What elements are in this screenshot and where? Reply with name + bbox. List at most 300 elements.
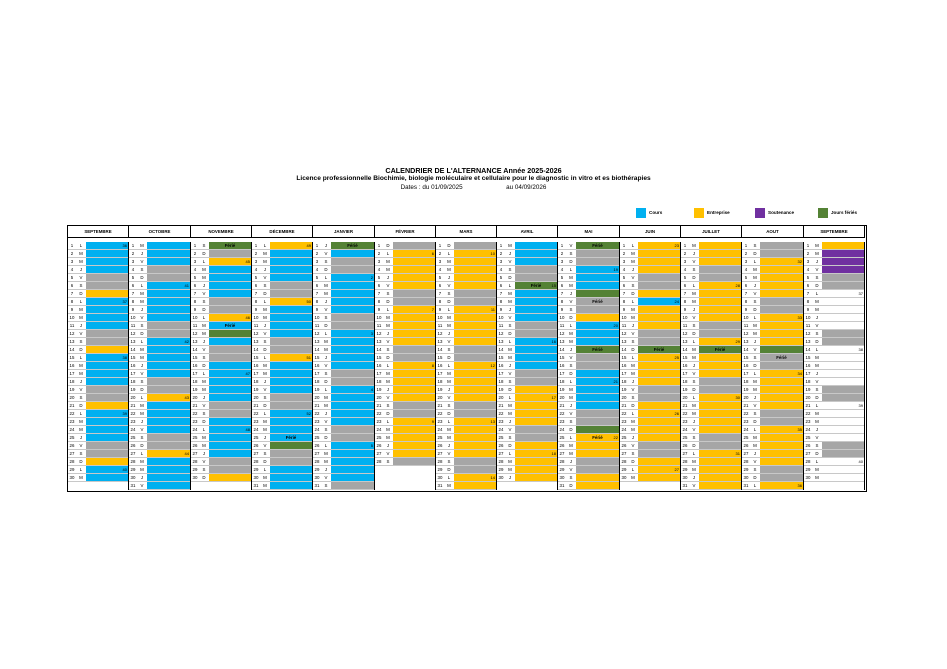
weekday-letter: V (200, 402, 208, 410)
weekday-letter: D (138, 386, 146, 394)
week-number: 7 (431, 307, 434, 312)
day-row (313, 274, 374, 282)
day-number: 20 (498, 395, 504, 400)
day-number: 18 (498, 379, 504, 384)
weekday-letter: M (77, 306, 85, 314)
weekday-letter: J (77, 266, 85, 274)
weekday-letter: V (690, 426, 698, 434)
day-status-cell (515, 354, 557, 361)
day-status-cell (86, 450, 128, 457)
day-status-cell (86, 410, 128, 417)
day-status-cell (822, 258, 864, 265)
day-status-cell (699, 258, 741, 265)
day-number: 8 (497, 298, 505, 306)
day-row (313, 410, 374, 418)
day-number: 25 (805, 435, 811, 440)
day-status-cell (454, 394, 496, 401)
day-row (191, 450, 251, 458)
day-status-cell (331, 418, 374, 425)
day-row (129, 290, 190, 298)
weekday-letter: V (506, 314, 514, 322)
weekday-letter: M (200, 442, 208, 450)
day-number: 5 (436, 274, 444, 282)
day-number: 3 (681, 258, 689, 266)
day-number: 19 (559, 387, 565, 392)
day-status-cell (393, 426, 435, 433)
day-status-cell (86, 338, 128, 345)
day-row (252, 474, 312, 482)
day-row (436, 434, 496, 442)
day-row (804, 410, 864, 418)
day-status-cell (147, 330, 190, 337)
day-number: 16 (192, 363, 198, 368)
day-status-cell (209, 362, 251, 369)
day-number: 27 (498, 451, 504, 456)
day-row (742, 330, 803, 338)
weekday-letter: J (138, 418, 146, 426)
weekday-letter: L (138, 450, 146, 458)
day-row (252, 250, 312, 258)
weekday-letter: V (751, 290, 759, 298)
weekday-letter: M (445, 370, 453, 378)
day-row (252, 426, 312, 434)
day-number: 2 (804, 250, 812, 258)
day-row (191, 290, 251, 298)
day-number: 8 (742, 298, 750, 306)
day-row (436, 290, 496, 298)
day-number: 25 (253, 435, 259, 440)
weekday-letter: V (690, 482, 698, 490)
weekday-letter: L (322, 442, 330, 450)
day-status-cell (331, 402, 374, 409)
day-number: 31 (743, 483, 749, 488)
day-row (129, 282, 190, 290)
day-status-cell (760, 426, 803, 433)
day-status-cell (760, 458, 803, 465)
day-status-cell (270, 306, 312, 313)
day-row (681, 458, 741, 466)
day-number: 13 (498, 339, 504, 344)
legend-item (636, 207, 662, 218)
week-number: 38 (858, 347, 863, 352)
day-row (620, 354, 680, 362)
weekday-letter: D (751, 418, 759, 426)
day-row (804, 370, 864, 378)
day-row (313, 362, 374, 370)
day-row (129, 338, 190, 346)
weekday-letter: S (322, 314, 330, 322)
weekday-letter: J (629, 322, 637, 330)
day-status-cell (638, 466, 680, 473)
day-status-cell (822, 410, 864, 417)
day-number: 14 (437, 347, 443, 352)
day-status-cell (576, 258, 619, 265)
day-row (620, 274, 680, 282)
day-status-cell (270, 346, 312, 353)
weekday-letter: D (567, 258, 575, 266)
day-row (620, 322, 680, 330)
day-number: 10 (682, 315, 688, 320)
day-row (129, 258, 190, 266)
day-number: 11 (498, 323, 504, 328)
day-row (191, 466, 251, 474)
day-number: 14 (69, 347, 75, 352)
day-number: 29 (253, 467, 259, 472)
day-status-cell (699, 394, 741, 401)
day-number: 8 (681, 298, 689, 306)
day-row (558, 306, 619, 314)
day-number: 11 (621, 323, 627, 328)
day-status-cell (454, 314, 496, 321)
day-number: 17 (498, 371, 504, 376)
day-row (129, 330, 190, 338)
week-number: 26 (674, 411, 679, 416)
day-row (252, 378, 312, 386)
day-row (804, 362, 864, 370)
day-row (191, 410, 251, 418)
day-number: 9 (681, 306, 689, 314)
day-number: 8 (620, 298, 628, 306)
weekday-letter: S (138, 378, 146, 386)
day-status-cell (270, 322, 312, 329)
day-row (681, 394, 741, 402)
day-status-cell (454, 458, 496, 465)
weekday-letter: L (322, 386, 330, 394)
day-number: 24 (376, 427, 382, 432)
weekday-letter: L (629, 298, 637, 306)
day-status-cell (270, 290, 312, 297)
weekday-letter: S (261, 282, 269, 290)
day-status-cell (576, 282, 619, 289)
weekday-letter: V (261, 330, 269, 338)
day-row (558, 266, 619, 274)
day-status-cell (638, 354, 680, 361)
day-number: 16 (682, 363, 688, 368)
weekday-letter: S (261, 394, 269, 402)
week-number: 11 (490, 307, 495, 312)
day-number: 29 (192, 467, 198, 472)
day-status-cell (515, 442, 557, 449)
day-status-cell (515, 410, 557, 417)
weekday-letter: M (200, 378, 208, 386)
day-row (436, 482, 496, 490)
weekday-letter: M (506, 354, 514, 362)
weekday-letter: M (77, 314, 85, 322)
day-status-cell (638, 394, 680, 401)
day-status-cell (209, 354, 251, 361)
day-number: 15 (192, 355, 198, 360)
day-number: 4 (620, 266, 628, 274)
weekday-letter: J (77, 434, 85, 442)
day-row (620, 362, 680, 370)
day-row (436, 402, 496, 410)
day-status-cell (393, 242, 435, 249)
day-status-cell (576, 314, 619, 321)
day-number: 26 (69, 443, 75, 448)
day-number: 5 (252, 274, 260, 282)
day-status-cell (576, 482, 619, 489)
weekday-letter: L (690, 450, 698, 458)
day-number: 13 (130, 339, 136, 344)
day-status-cell (454, 290, 496, 297)
day-status-cell (699, 362, 741, 369)
day-status-cell (515, 362, 557, 369)
day-status-cell (515, 370, 557, 377)
day-row (742, 402, 803, 410)
weekday-letter: M (322, 282, 330, 290)
day-status-cell (576, 378, 619, 385)
day-number: 23 (130, 419, 136, 424)
day-number: 1 (68, 242, 76, 250)
day-status-cell (822, 354, 864, 361)
day-status-cell (331, 474, 374, 481)
day-number: 5 (497, 274, 505, 282)
day-status-cell (515, 434, 557, 441)
day-status-cell (638, 442, 680, 449)
day-status-cell (147, 362, 190, 369)
day-number: 22 (192, 411, 198, 416)
day-number: 7 (497, 290, 505, 298)
day-row (804, 258, 864, 266)
day-row (375, 338, 435, 346)
day-status-cell (331, 290, 374, 297)
weekday-letter: V (629, 330, 637, 338)
day-row (558, 258, 619, 266)
day-row (436, 426, 496, 434)
day-number: 11 (69, 323, 75, 328)
day-number: 4 (436, 266, 444, 274)
day-number: 28 (621, 459, 627, 464)
day-row (191, 354, 251, 362)
day-number: 12 (253, 331, 259, 336)
day-row (558, 370, 619, 378)
day-row (681, 426, 741, 434)
week-number: 21 (613, 379, 618, 384)
holiday-label: Férié (530, 283, 542, 288)
day-row (68, 378, 128, 386)
day-status-cell (822, 322, 864, 329)
day-number: 18 (805, 379, 811, 384)
day-status-cell (515, 298, 557, 305)
day-status-cell (576, 466, 619, 473)
day-row (375, 314, 435, 322)
weekday-letter: S (690, 378, 698, 386)
weekday-letter: D (751, 306, 759, 314)
weekday-letter: L (77, 242, 85, 250)
day-row (436, 418, 496, 426)
weekday-letter: M (690, 410, 698, 418)
day-number: 27 (253, 451, 259, 456)
day-status-cell (515, 282, 557, 289)
day-row (681, 466, 741, 474)
day-status-cell (760, 306, 803, 313)
day-row (804, 458, 864, 466)
day-number: 29 (559, 467, 565, 472)
day-row (497, 298, 557, 306)
day-status-cell (209, 330, 251, 337)
day-row (313, 466, 374, 474)
weekday-letter: L (690, 282, 698, 290)
day-row (558, 410, 619, 418)
day-number: 28 (376, 459, 382, 464)
day-row (375, 458, 435, 466)
weekday-letter: V (322, 362, 330, 370)
day-row (252, 418, 312, 426)
weekday-letter: M (629, 250, 637, 258)
page-title: CALENDRIER DE L'ALTERNANCE Année 2025-2026 (385, 166, 562, 175)
legend-label: Soutenance (768, 210, 795, 215)
day-number: 9 (252, 306, 260, 314)
day-status-cell (147, 274, 190, 281)
weekday-letter: S (813, 330, 821, 338)
day-row (620, 346, 680, 354)
day-status-cell (209, 298, 251, 305)
weekday-letter: M (200, 266, 208, 274)
day-number: 2 (313, 250, 321, 258)
day-number: 10 (192, 315, 198, 320)
day-number: 23 (437, 419, 443, 424)
weekday-letter: M (77, 362, 85, 370)
month-column (804, 242, 865, 490)
day-status-cell (454, 434, 496, 441)
day-row (129, 242, 190, 250)
weekday-letter: M (200, 322, 208, 330)
weekday-letter: V (261, 442, 269, 450)
weekday-letter: M (261, 250, 269, 258)
day-status-cell (147, 442, 190, 449)
weekday-letter: M (813, 418, 821, 426)
weekday-letter: J (690, 306, 698, 314)
day-row (191, 378, 251, 386)
weekday-letter: J (506, 362, 514, 370)
weekday-letter: J (261, 378, 269, 386)
weekday-letter: V (690, 258, 698, 266)
day-number: 27 (805, 451, 811, 456)
weekday-letter: J (138, 474, 146, 482)
day-status-cell (454, 442, 496, 449)
day-row (558, 450, 619, 458)
day-row (742, 242, 803, 250)
day-status-cell (393, 322, 435, 329)
day-status-cell (760, 466, 803, 473)
weekday-letter: V (751, 458, 759, 466)
day-status-cell (454, 354, 496, 361)
legend-label: Cours (649, 210, 663, 215)
day-status-cell (147, 474, 190, 481)
day-number: 13 (559, 339, 565, 344)
day-row (252, 338, 312, 346)
day-status-cell (270, 474, 312, 481)
day-status-cell (147, 346, 190, 353)
day-status-cell (760, 474, 803, 481)
weekday-letter: L (200, 258, 208, 266)
day-status-cell (760, 482, 803, 489)
weekday-letter: S (200, 410, 208, 418)
day-number: 12 (192, 331, 198, 336)
day-status-cell (270, 370, 312, 377)
day-status-cell (638, 314, 680, 321)
weekday-letter: L (261, 354, 269, 362)
weekday-letter: J (322, 242, 330, 250)
weekday-letter: J (384, 442, 392, 450)
weekday-letter: D (322, 434, 330, 442)
day-status-cell (822, 474, 864, 481)
day-status-cell (86, 354, 128, 361)
day-status-cell (147, 290, 190, 297)
weekday-letter: M (751, 434, 759, 442)
day-row (129, 370, 190, 378)
day-row (558, 330, 619, 338)
day-row (804, 402, 864, 410)
day-status-cell (822, 274, 864, 281)
weekday-letter: S (322, 426, 330, 434)
day-row (68, 410, 128, 418)
weekday-letter: V (384, 450, 392, 458)
day-number: 9 (68, 306, 76, 314)
weekday-letter: J (77, 322, 85, 330)
day-number: 2 (620, 250, 628, 258)
day-row (681, 418, 741, 426)
day-status-cell (760, 418, 803, 425)
weekday-letter: D (200, 306, 208, 314)
weekday-letter: V (322, 474, 330, 482)
legend-item (755, 207, 794, 218)
day-row (252, 258, 312, 266)
day-status-cell (209, 466, 251, 473)
weekday-letter: L (567, 434, 575, 442)
weekday-letter: M (751, 378, 759, 386)
weekday-letter: S (567, 418, 575, 426)
weekday-letter: J (261, 322, 269, 330)
weekday-letter: V (445, 394, 453, 402)
weekday-letter: S (813, 442, 821, 450)
day-status-cell (209, 338, 251, 345)
day-row (191, 274, 251, 282)
day-row (252, 394, 312, 402)
day-status-cell (454, 482, 496, 489)
day-number: 25 (621, 435, 627, 440)
day-row (375, 378, 435, 386)
week-number: 10 (490, 251, 495, 256)
day-row (620, 298, 680, 306)
day-status-cell (638, 322, 680, 329)
day-row (681, 274, 741, 282)
day-number: 1 (252, 242, 260, 250)
day-status-cell (147, 402, 190, 409)
day-row (252, 306, 312, 314)
weekday-letter: J (751, 338, 759, 346)
day-status-cell (699, 354, 741, 361)
day-status-cell (699, 442, 741, 449)
day-status-cell (760, 370, 803, 377)
day-row (436, 370, 496, 378)
day-number: 30 (498, 475, 504, 480)
day-row (313, 354, 374, 362)
day-number: 6 (681, 282, 689, 290)
day-status-cell (147, 322, 190, 329)
weekday-letter: M (138, 410, 146, 418)
day-number: 24 (253, 427, 259, 432)
day-number: 19 (498, 387, 504, 392)
day-status-cell (86, 434, 128, 441)
month-header: MAI (558, 226, 620, 237)
holiday-label: Férié (776, 355, 787, 360)
month-column (313, 242, 375, 490)
weekday-letter: J (506, 250, 514, 258)
legend-swatch (755, 208, 765, 218)
day-number: 31 (437, 483, 443, 488)
day-status-cell (638, 370, 680, 377)
